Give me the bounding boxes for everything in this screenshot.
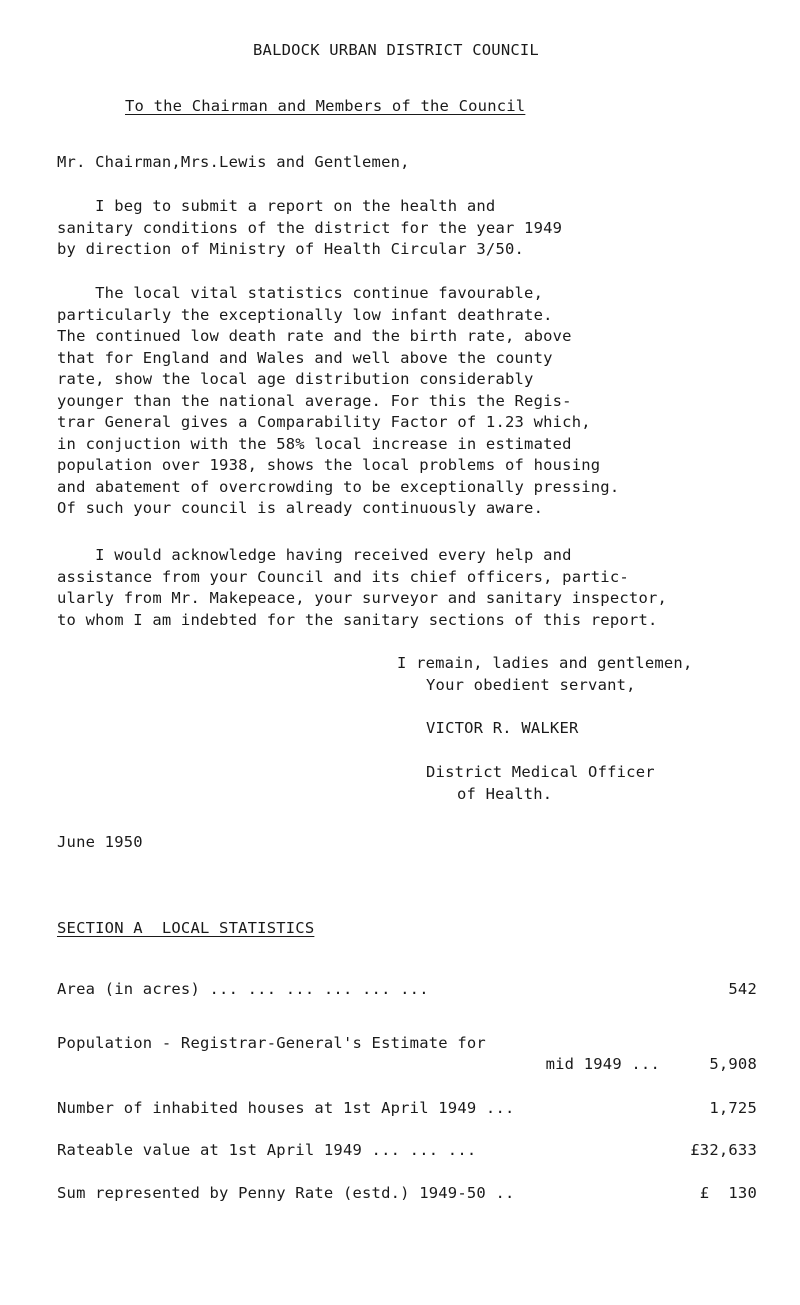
closing-line: Your obedient servant,: [426, 676, 636, 694]
paragraph-line: by direction of Ministry of Health Circular 3/50.: [57, 240, 525, 258]
paragraph-line: trar General gives a Comparability Factor of 1.23 which,: [57, 413, 591, 431]
paragraph-line: particularly the exceptionally low infant deathrate.: [57, 305, 553, 324]
paragraph-line: in conjuction with the 58% local increase in estimated: [57, 434, 572, 453]
addressee-line: To the Chairman and Members of the Council: [125, 97, 526, 115]
paragraph-line: I beg to submit a report on the health and: [57, 197, 496, 215]
stat-row-rateable-value: [57, 1141, 757, 1159]
stat-label: mid 1949 ...: [545, 1055, 660, 1073]
paragraph-line: rate, show the local age distribution considerably: [57, 370, 534, 388]
stat-value: £ 130: [699, 1184, 757, 1202]
stat-value: 1,725: [709, 1099, 757, 1117]
paragraph-line: and abatement of overcrowding to be exceptionally pressing.: [57, 477, 620, 496]
report-date: June 1950: [57, 833, 143, 851]
paragraph-line: Of such your council is already continuously aware.: [57, 499, 544, 517]
stat-row-houses: [57, 1099, 757, 1117]
stat-value: £32,633: [690, 1141, 757, 1159]
signatory-title: of Health.: [457, 785, 553, 803]
closing-line: I remain, ladies and gentlemen,: [397, 654, 693, 672]
salutation: Mr. Chairman,Mrs.Lewis and Gentlemen,: [57, 153, 410, 171]
stat-label: Number of inhabited houses at 1st April 1949 ...: [57, 1099, 515, 1117]
stat-row-penny-rate: [57, 1184, 757, 1202]
paragraph-2: [57, 283, 777, 520]
stat-value: 5,908: [709, 1055, 757, 1073]
section-heading: SECTION A LOCAL STATISTICS: [57, 919, 315, 937]
paragraph-line: The continued low death rate and the birth rate, above: [57, 327, 572, 345]
paragraph-3: [57, 545, 777, 631]
stat-row-population: [57, 1034, 757, 1052]
stat-label: Population - Registrar-General's Estimate for: [57, 1034, 486, 1052]
stat-label: Area (in acres) ... ... ... ... ... ...: [57, 980, 429, 998]
signatory-name: VICTOR R. WALKER: [426, 719, 579, 737]
paragraph-line: ularly from Mr. Makepeace, your surveyor and sanitary inspector,: [57, 589, 668, 607]
paragraph-line: younger than the national average. For this the Regis-: [57, 391, 572, 410]
paragraph-line: population over 1938, shows the local problems of housing: [57, 456, 601, 474]
paragraph-line: I would acknowledge having received every help and: [57, 546, 572, 564]
paragraph-1: [57, 196, 777, 261]
stat-label: Sum represented by Penny Rate (estd.) 1949-50 ..: [57, 1184, 515, 1202]
paragraph-line: sanitary conditions of the district for the year 1949: [57, 218, 563, 237]
stat-value: 542: [728, 980, 757, 998]
stat-row-area: [57, 980, 757, 998]
paragraph-line: to whom I am indebted for the sanitary sections of this report.: [57, 610, 658, 629]
stat-label: Rateable value at 1st April 1949 ... ... ...: [57, 1141, 477, 1159]
paragraph-line: assistance from your Council and its chief officers, partic-: [57, 567, 629, 586]
signatory-title: District Medical Officer: [426, 763, 655, 781]
paragraph-line: The local vital statistics continue favourable,: [57, 284, 544, 302]
council-heading: BALDOCK URBAN DISTRICT COUNCIL: [253, 41, 539, 59]
paragraph-line: that for England and Wales and well above the county: [57, 348, 553, 367]
